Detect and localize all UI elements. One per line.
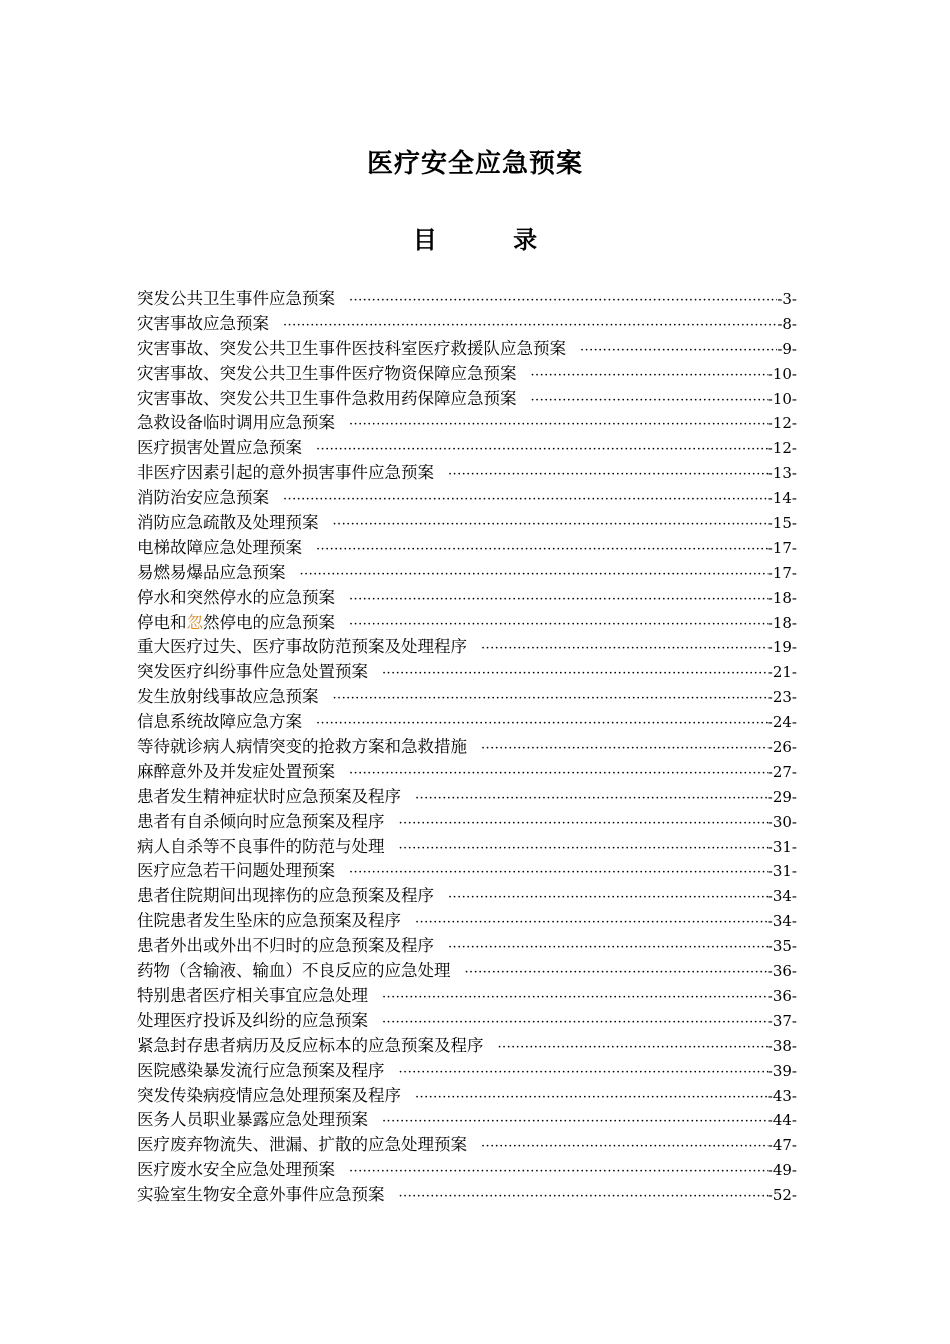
toc-leader-dots xyxy=(498,1036,768,1059)
toc-entry-label: 非医疗因素引起的意外损害事件应急预案 xyxy=(137,463,434,483)
toc-leader-dots xyxy=(316,712,768,735)
toc-entry[interactable] xyxy=(137,959,797,984)
toc-entry[interactable] xyxy=(137,760,797,785)
toc-entry-page: -34- xyxy=(767,887,797,906)
toc-entry[interactable] xyxy=(137,312,797,337)
toc-entry-label: 灾害事故、突发公共卫生事件医技科室医疗救援队应急预案 xyxy=(137,338,566,358)
toc-entry-page: -36- xyxy=(767,986,797,1005)
toc-entry-label: 患者有自杀倾向时应急预案及程序 xyxy=(137,811,385,831)
toc-entry-label: 发生放射线事故应急预案 xyxy=(137,687,319,707)
toc-entry-page: -31- xyxy=(767,862,797,881)
toc-leader-dots xyxy=(415,1086,768,1109)
toc-leader-dots xyxy=(399,812,768,835)
toc-entry[interactable] xyxy=(137,1009,797,1034)
toc-entry-label: 灾害事故、突发公共卫生事件急救用药保障应急预案 xyxy=(137,388,517,408)
toc-leader-dots xyxy=(349,588,768,611)
toc-entry-page: -8- xyxy=(777,314,797,333)
toc-leader-dots xyxy=(448,463,768,486)
toc-entry-page: -36- xyxy=(767,962,797,981)
toc-entry[interactable] xyxy=(137,611,797,636)
toc-entry-label: 医疗废水安全应急处理预案 xyxy=(137,1160,335,1180)
toc-leader-dots xyxy=(349,413,768,436)
toc-leader-dots xyxy=(349,1160,768,1183)
toc-entry-label: 突发传染病疫情应急处理预案及程序 xyxy=(137,1085,401,1105)
toc-entry-page: -34- xyxy=(767,912,797,931)
toc-entry-label: 患者外出或外出不归时的应急预案及程序 xyxy=(137,936,434,956)
toc-entry[interactable] xyxy=(137,411,797,436)
toc-leader-dots xyxy=(481,637,768,660)
toc-entry[interactable] xyxy=(137,511,797,536)
toc-entry-label: 处理医疗投诉及纠纷的应急预案 xyxy=(137,1010,368,1030)
toc-entry-label: 等待就诊病人病情突变的抢救方案和急救措施 xyxy=(137,737,467,757)
toc-leader-dots xyxy=(580,339,777,362)
toc-entry-label-part: 然停电的应急预案 xyxy=(203,612,335,632)
toc-leader-dots xyxy=(316,438,768,461)
toc-entry-page: -27- xyxy=(767,762,797,781)
toc-entry-label: 突发医疗纠纷事件应急处置预案 xyxy=(137,662,368,682)
table-of-contents xyxy=(137,287,797,1208)
toc-entry-label: 医院感染暴发流行应急预案及程序 xyxy=(137,1060,385,1080)
toc-leader-dots xyxy=(481,737,768,760)
toc-entry[interactable] xyxy=(137,660,797,685)
toc-entry[interactable] xyxy=(137,934,797,959)
toc-entry[interactable] xyxy=(137,1034,797,1059)
toc-entry[interactable] xyxy=(137,436,797,461)
toc-entry-page: -21- xyxy=(767,663,797,682)
toc-entry-page: -12- xyxy=(767,439,797,458)
toc-entry-page: -18- xyxy=(767,588,797,607)
toc-entry[interactable] xyxy=(137,635,797,660)
toc-entry-label: 住院患者发生坠床的应急预案及程序 xyxy=(137,911,401,931)
toc-entry[interactable] xyxy=(137,586,797,611)
toc-entry-label: 急救设备临时调用应急预案 xyxy=(137,413,335,433)
toc-entry-page: -23- xyxy=(767,688,797,707)
toc-entry[interactable] xyxy=(137,362,797,387)
toc-entry-label: 信息系统故障应急方案 xyxy=(137,712,302,732)
toc-entry-label: 消防治安应急预案 xyxy=(137,488,269,508)
toc-leader-dots xyxy=(300,563,768,586)
toc-entry-label: 重大医疗过失、医疗事故防范预案及处理程序 xyxy=(137,637,467,657)
toc-entry-label: 突发公共卫生事件应急预案 xyxy=(137,289,335,308)
toc-entry-page: -18- xyxy=(767,613,797,632)
toc-entry-page: -19- xyxy=(767,638,797,657)
toc-entry[interactable] xyxy=(137,486,797,511)
toc-leader-dots xyxy=(531,364,768,387)
toc-entry-label: 医务人员职业暴露应急处理预案 xyxy=(137,1110,368,1130)
toc-leader-dots xyxy=(415,787,768,810)
toc-entry-label-part: 停电和 xyxy=(137,612,187,632)
toc-entry[interactable] xyxy=(137,337,797,362)
toc-entry[interactable] xyxy=(137,810,797,835)
toc-entry-page: -24- xyxy=(767,713,797,732)
toc-leader-dots xyxy=(399,1061,768,1084)
toc-entry[interactable] xyxy=(137,1133,797,1158)
toc-entry-page: -10- xyxy=(767,364,797,383)
toc-entry-label: 实验室生物安全意外事件应急预案 xyxy=(137,1185,385,1205)
toc-entry-page: -43- xyxy=(767,1086,797,1105)
toc-entry-page: -39- xyxy=(767,1061,797,1080)
toc-entry-page: -38- xyxy=(767,1036,797,1055)
toc-entry-page: -30- xyxy=(767,812,797,831)
toc-entry-label: 消防应急疏散及处理预案 xyxy=(137,513,319,533)
toc-entry-page: -52- xyxy=(767,1186,797,1205)
toc-entry-label: 易燃易爆品应急预案 xyxy=(137,562,286,582)
toc-entry-label: 患者发生精神症状时应急预案及程序 xyxy=(137,786,401,806)
toc-entry-label: 麻醉意外及并发症处置预案 xyxy=(137,761,335,781)
toc-leader-dots xyxy=(283,488,768,511)
toc-entry[interactable] xyxy=(137,1108,797,1133)
toc-entry-label: 灾害事故应急预案 xyxy=(137,313,269,333)
toc-leader-dots xyxy=(382,1110,768,1133)
toc-entry[interactable] xyxy=(137,859,797,884)
toc-leader-dots xyxy=(399,1185,768,1208)
toc-entry[interactable] xyxy=(137,1183,797,1208)
toc-entry[interactable] xyxy=(137,1059,797,1084)
toc-entry-label: 医疗应急若干问题处理预案 xyxy=(137,861,335,881)
toc-entry-page: -49- xyxy=(767,1161,797,1180)
toc-leader-dots xyxy=(399,837,768,860)
toc-entry[interactable] xyxy=(137,536,797,561)
toc-leader-dots xyxy=(448,886,768,909)
toc-entry[interactable] xyxy=(137,835,797,860)
toc-entry[interactable] xyxy=(137,984,797,1009)
toc-entry-label: 医疗废弃物流失、泄漏、扩散的应急处理预案 xyxy=(137,1135,467,1155)
toc-leader-dots xyxy=(465,961,768,984)
toc-entry-label: 电梯故障应急处理预案 xyxy=(137,537,302,557)
toc-entry-page: -44- xyxy=(767,1111,797,1130)
toc-entry-page: -17- xyxy=(767,563,797,582)
toc-heading: 目 录 xyxy=(412,226,572,254)
toc-entry-label: 患者住院期间出现摔伤的应急预案及程序 xyxy=(137,886,434,906)
toc-leader-dots xyxy=(382,1011,768,1034)
toc-entry-label: 病人自杀等不良事件的防范与处理 xyxy=(137,836,385,856)
toc-entry-page: -31- xyxy=(767,837,797,856)
highlighted-char: 忽 xyxy=(186,612,203,632)
toc-entry[interactable] xyxy=(137,287,797,312)
toc-entry-page: -29- xyxy=(767,787,797,806)
toc-leader-dots xyxy=(333,687,768,710)
toc-entry[interactable] xyxy=(137,735,797,760)
toc-entry-page: -26- xyxy=(767,738,797,757)
toc-leader-dots xyxy=(316,538,768,561)
toc-entry-page: -13- xyxy=(767,464,797,483)
toc-entry[interactable] xyxy=(137,1158,797,1183)
toc-leader-dots xyxy=(481,1135,768,1158)
toc-entry[interactable] xyxy=(137,387,797,412)
toc-entry-label: 灾害事故、突发公共卫生事件医疗物资保障应急预案 xyxy=(137,363,517,383)
toc-entry-page: -14- xyxy=(767,489,797,508)
toc-leader-dots xyxy=(349,613,768,636)
toc-leader-dots xyxy=(283,314,777,337)
toc-entry-label: 特别患者医疗相关事宜应急处理 xyxy=(137,985,368,1005)
document-title: 医疗安全应急预案 xyxy=(366,149,583,179)
toc-leader-dots xyxy=(349,861,768,884)
toc-entry[interactable] xyxy=(137,710,797,735)
toc-leader-dots xyxy=(382,662,768,685)
toc-entry[interactable] xyxy=(137,785,797,810)
toc-entry-page: -12- xyxy=(767,414,797,433)
toc-entry-page: -47- xyxy=(767,1136,797,1155)
toc-entry-page: -9- xyxy=(777,339,797,358)
toc-entry-page: -37- xyxy=(767,1011,797,1030)
toc-entry-label: 紧急封存患者病历及反应标本的应急预案及程序 xyxy=(137,1035,484,1055)
toc-entry-label: 停水和突然停水的应急预案 xyxy=(137,587,335,607)
toc-entry-page: -15- xyxy=(767,514,797,533)
toc-leader-dots xyxy=(349,289,777,312)
toc-leader-dots xyxy=(382,986,768,1009)
toc-leader-dots xyxy=(349,762,768,785)
toc-entry[interactable] xyxy=(137,561,797,586)
toc-entry-label: 药物（含输液、输血）不良反应的应急处理 xyxy=(137,961,451,981)
toc-entry[interactable] xyxy=(137,909,797,934)
toc-entry[interactable] xyxy=(137,1084,797,1109)
toc-entry[interactable] xyxy=(137,884,797,909)
toc-entry-page: -3- xyxy=(777,290,797,308)
toc-entry-page: -35- xyxy=(767,937,797,956)
toc-leader-dots xyxy=(415,911,768,934)
toc-leader-dots xyxy=(531,389,768,412)
toc-entry[interactable] xyxy=(137,685,797,710)
toc-leader-dots xyxy=(333,513,768,536)
toc-entry-page: -10- xyxy=(767,389,797,408)
toc-entry-label: 医疗损害处置应急预案 xyxy=(137,438,302,458)
toc-entry[interactable] xyxy=(137,461,797,486)
toc-entry-page: -17- xyxy=(767,538,797,557)
toc-leader-dots xyxy=(448,936,768,959)
toc-entry-label xyxy=(137,611,349,636)
